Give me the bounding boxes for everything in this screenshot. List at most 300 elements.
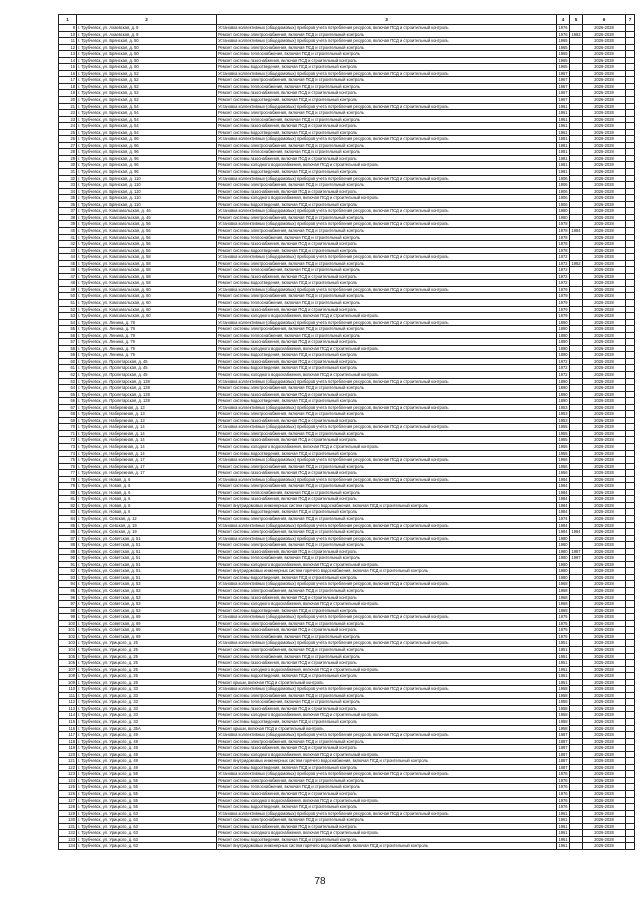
repair-program-table — [58, 14, 635, 850]
planned-period: 2026-2028 — [583, 142, 626, 149]
row-number: 25 — [59, 129, 77, 136]
row-number: 93 — [59, 574, 77, 581]
work-type: Установка коллективных (общедомовых) приборов учета потребления ресурсов, включая ПСД и строительный контроль — [217, 286, 557, 293]
build-year: 1965 — [558, 44, 568, 50]
planned-period: 2026-2028 — [583, 51, 626, 58]
house-address: г. Трубчевск, ул. Пролетарская, д. 45 — [77, 365, 217, 372]
build-year: 1981 — [558, 136, 568, 142]
work-type: Ремонт внутридомовых инженерных систем горячего водоснабжения, включая ПСД и строительный контроль — [217, 502, 557, 509]
house-address: г. Трубчевск, ул. Советская, д. 51 — [77, 535, 217, 542]
build-year: 1955 — [558, 437, 568, 443]
work-type: Ремонт системы газоснабжения, включая ПСД и строительный контроль — [217, 90, 557, 97]
build-year: 1972 — [558, 267, 568, 273]
work-type: Установка коллективных (общедомовых) приборов учета потребления ресурсов, включая ПСД и строительный контроль — [217, 254, 557, 261]
work-type: Ремонт системы электроснабжения, включая ПСД и строительный контроль — [217, 692, 557, 699]
build-year: 1951 — [558, 666, 568, 672]
house-address: г. Трубчевск, ул. Урицкого, д. 25 — [77, 653, 217, 660]
row-number: 50 — [59, 293, 77, 300]
planned-period: 2026-2028 — [583, 574, 626, 581]
build-year: 1887 — [558, 764, 568, 770]
house-address: г. Трубчевск, ул. Советская, д. 53 — [77, 581, 217, 588]
row-number: 132 — [59, 830, 77, 837]
work-type: Ремонт крыши, включая ПСД и строительный контроль — [217, 725, 557, 732]
work-type: Ремонт системы электроснабжения, включая ПСД и строительный контроль — [217, 463, 557, 470]
build-year: 1972 — [558, 254, 568, 260]
planned-period: 2026-2028 — [583, 273, 626, 280]
col-header-address: 2 — [77, 15, 217, 25]
row-number: 53 — [59, 313, 77, 320]
planned-period: 2026-2028 — [583, 732, 626, 739]
row-number: 114 — [59, 712, 77, 719]
build-year: 1976 — [558, 31, 568, 37]
planned-period: 2026-2028 — [583, 784, 626, 791]
row-number: 10 — [59, 31, 77, 38]
row-number: 42 — [59, 241, 77, 248]
build-year: 1958 — [558, 725, 568, 731]
row-number: 14 — [59, 57, 77, 64]
row-number: 121 — [59, 758, 77, 765]
row-number: 78 — [59, 476, 77, 483]
row-number: 120 — [59, 751, 77, 758]
work-type: Ремонт системы холодного водоснабжения, включая ПСД и строительный контроль — [217, 195, 557, 202]
work-type: Ремонт крыши, включая ПСД и строительный контроль — [217, 679, 557, 686]
house-address: г. Трубчевск, ул. Брянская, д. 54 — [77, 116, 217, 123]
extra-cell — [626, 843, 635, 850]
house-address: г. Трубчевск, ул. Набережная, д. 14 — [77, 430, 217, 437]
build-year: 1961 — [558, 110, 568, 116]
planned-period: 2026-2028 — [583, 31, 626, 38]
house-address: г. Трубчевск, ул. Урицкого, д. 55 — [77, 790, 217, 797]
build-year: 1981 — [558, 142, 568, 148]
house-address: г. Трубчевск, ул. Комсомольская, д. 60 — [77, 313, 217, 320]
house-address: г. Трубчевск, ул. Новая, д. 6 — [77, 502, 217, 509]
planned-period: 2026-2028 — [583, 378, 626, 385]
planned-period: 2026-2028 — [583, 457, 626, 464]
planned-period: 2026-2028 — [583, 653, 626, 660]
work-type: Ремонт системы газоснабжения, включая ПСД и строительный контроль — [217, 339, 557, 346]
planned-period: 2026-2028 — [583, 286, 626, 293]
house-address: г. Трубчевск, ул. Урицкого, д. 25 — [77, 666, 217, 673]
planned-period: 2026-2028 — [583, 692, 626, 699]
house-address: г. Трубчевск, ул. Набережная, д. 17 — [77, 470, 217, 477]
row-number: 88 — [59, 542, 77, 549]
row-number: 96 — [59, 594, 77, 601]
build-year: 1984 — [558, 489, 568, 495]
build-year: 1967 — [558, 90, 568, 96]
build-year: 1975 — [558, 620, 568, 626]
build-year: 1979 — [558, 306, 568, 312]
work-type: Ремонт системы водоотведения, включая ПСД и строительный контроль — [217, 607, 557, 614]
planned-period: 2026-2028 — [583, 234, 626, 241]
page-number: 78 — [314, 876, 326, 887]
table-row — [59, 843, 635, 850]
work-type: Ремонт системы электроснабжения, включая ПСД и строительный контроль — [217, 142, 557, 149]
planned-period: 2026-2028 — [583, 182, 626, 189]
house-address: г. Трубчевск, ул. Новая, д. 6 — [77, 509, 217, 516]
planned-period: 2026-2028 — [583, 313, 626, 320]
row-number: 62 — [59, 371, 77, 378]
planned-period: 2026-2028 — [583, 57, 626, 64]
work-type: Ремонт системы водоотведения, включая ПСД и строительный контроль — [217, 836, 557, 843]
house-address: г. Трубчевск, ул. Брянская, д. 110 — [77, 188, 217, 195]
house-address: г. Трубчевск, ул. Урицкого, д. 49 — [77, 758, 217, 765]
build-year: 1978 — [558, 221, 568, 227]
planned-period: 2026-2028 — [583, 673, 626, 680]
row-number: 70 — [59, 424, 77, 431]
planned-period: 2026-2028 — [583, 738, 626, 745]
planned-period: 2026-2028 — [583, 555, 626, 562]
row-number: 32 — [59, 175, 77, 182]
house-address: г. Трубчевск, ул. Комсомольская, д. 46 — [77, 208, 217, 215]
planned-period: 2026-2028 — [583, 705, 626, 712]
work-type: Ремонт системы теплоснабжения, включая ПСД и строительный контроль — [217, 784, 557, 791]
house-address: г. Трубчевск, ул. Урицкого, д. 63 — [77, 836, 217, 843]
build-year: 1976 — [558, 790, 568, 796]
build-year: 1890 — [558, 352, 568, 358]
planned-period: 2026-2028 — [583, 385, 626, 392]
work-type: Ремонт системы электроснабжения, включая ПСД и строительный контроль — [217, 110, 557, 117]
row-number: 81 — [59, 496, 77, 503]
row-number: 85 — [59, 522, 77, 529]
work-type: Ремонт системы водоотведения, включая ПСД и строительный контроль — [217, 129, 557, 136]
planned-period: 2026-2028 — [583, 581, 626, 588]
build-year: 1961 — [558, 817, 568, 823]
build-year: 1890 — [558, 332, 568, 338]
planned-period: 2026-2028 — [583, 280, 626, 287]
work-type: Ремонт системы водоотведения, включая ПСД и строительный контроль — [217, 718, 557, 725]
work-type: Установка коллективных (общедомовых) приборов учета потребления ресурсов, включая ПСД и строительный контроль — [217, 810, 557, 817]
planned-period: 2026-2028 — [583, 116, 626, 123]
planned-period: 2026-2028 — [583, 823, 626, 830]
work-type: Ремонт системы водоотведения, включая ПСД и строительный контроль — [217, 201, 557, 208]
planned-period: 2026-2028 — [583, 836, 626, 843]
house-address: г. Трубчевск, ул. Урицкого, д. 55 — [77, 797, 217, 804]
house-address: г. Трубчевск, ул. Советская, д. 51 — [77, 574, 217, 581]
planned-period: 2026-2028 — [583, 516, 626, 523]
house-address: г. Трубчевск, ул. Новая, д. 6 — [77, 476, 217, 483]
house-address: г. Трубчевск, ул. Комсомольская, д. 60 — [77, 286, 217, 293]
house-address: г. Трубчевск, ул. Пролетарская, д. 45 — [77, 358, 217, 365]
planned-period: 2026-2028 — [583, 103, 626, 110]
planned-period: 2026-2028 — [583, 404, 626, 411]
repair-year — [570, 843, 583, 850]
build-year: 1984 — [558, 529, 568, 535]
work-type: Ремонт системы водоотведения, включая ПСД и строительный контроль — [217, 97, 557, 104]
planned-period: 2026-2028 — [583, 391, 626, 398]
row-number: 59 — [59, 352, 77, 359]
row-number: 63 — [59, 378, 77, 385]
work-type: Ремонт системы холодного водоснабжения, включая ПСД и строительный контроль — [217, 830, 557, 837]
row-number: 84 — [59, 516, 77, 523]
row-number: 90 — [59, 555, 77, 562]
build-year: 1890 — [558, 385, 568, 391]
house-address: г. Трубчевск, ул. Новая, д. 6 — [77, 496, 217, 503]
build-year: 1890 — [558, 339, 568, 345]
house-address: г. Трубчевск, ул. Комсомольская, д. 58 — [77, 254, 217, 261]
row-number: 27 — [59, 142, 77, 149]
planned-period: 2026-2028 — [583, 267, 626, 274]
build-year: 1978 — [558, 247, 568, 253]
house-address: г. Трубчевск, ул. Набережная, д. 14 — [77, 444, 217, 451]
build-year: 1979 — [558, 299, 568, 305]
house-address: г. Трубчевск, ул. Брянская, д. 54 — [77, 123, 217, 130]
work-type: Ремонт системы водоотведения, включая ПСД и строительный контроль — [217, 450, 557, 457]
work-type: Ремонт системы газоснабжения, включая ПСД и строительный контроль — [217, 790, 557, 797]
planned-period: 2026-2028 — [583, 745, 626, 752]
build-year: 1951 — [558, 660, 568, 666]
row-number: 61 — [59, 365, 77, 372]
build-year: 1980 — [558, 542, 568, 548]
planned-period: 2026-2028 — [583, 810, 626, 817]
build-year: 1980 — [558, 555, 568, 561]
work-type: Установка коллективных (общедомовых) приборов учета потребления ресурсов, включая ПСД и строительный контроль — [217, 614, 557, 621]
planned-period: 2026-2028 — [583, 129, 626, 136]
planned-period: 2026-2028 — [583, 470, 626, 477]
house-address: г. Трубчевск, ул. Брянская, д. 96 — [77, 149, 217, 156]
work-type: Ремонт системы электроснабжения, включая ПСД и строительный контроль — [217, 293, 557, 300]
house-address: г. Трубчевск, ул. Комсомольская, д. 46 — [77, 214, 217, 221]
house-address: г. Трубчевск, ул. Советская, д. 51 — [77, 568, 217, 575]
planned-period: 2026-2028 — [583, 509, 626, 516]
work-type: Ремонт системы водоотведения, включая ПСД и строительный контроль — [217, 673, 557, 680]
work-type: Ремонт системы водоотведения, включая ПСД и строительный контроль — [217, 64, 557, 71]
planned-period: 2026-2028 — [583, 155, 626, 162]
house-address: г. Трубчевск, ул. Комсомольская, д. 56 — [77, 234, 217, 241]
build-year: 1906 — [558, 175, 568, 181]
planned-period: 2026-2028 — [583, 830, 626, 837]
row-number: 19 — [59, 90, 77, 97]
house-address: г. Трубчевск, ул. Комсомольская, д. 58 — [77, 280, 217, 287]
planned-period: 2026-2028 — [583, 561, 626, 568]
build-year: 1955 — [558, 424, 568, 430]
row-number: 89 — [59, 548, 77, 555]
row-number: 97 — [59, 601, 77, 608]
row-number: 47 — [59, 273, 77, 280]
house-address: г. Трубчевск, ул. Урицкого, д. 33 — [77, 705, 217, 712]
planned-period: 2026-2028 — [583, 797, 626, 804]
row-number: 103 — [59, 640, 77, 647]
build-year: 1984 — [558, 483, 568, 489]
build-year: 1975 — [558, 614, 568, 620]
row-number: 86 — [59, 529, 77, 536]
planned-period: 2026-2028 — [583, 195, 626, 202]
house-address: г. Трубчевск, ул. Брянская, д. 52 — [77, 90, 217, 97]
work-type: Установка коллективных (общедомовых) приборов учета потребления ресурсов, включая ПСД и строительный контроль — [217, 208, 557, 215]
build-year: 1887 — [558, 738, 568, 744]
work-type: Ремонт системы электроснабжения, включая ПСД и строительный контроль — [217, 326, 557, 333]
house-address: г. Трубчевск, ул. Советская, д. 69 — [77, 633, 217, 640]
house-address: г. Трубчевск, ул. Урицкого, д. 49 — [77, 745, 217, 752]
work-type: Ремонт системы электроснабжения, включая ПСД и строительный контроль — [217, 588, 557, 595]
house-address: г. Трубчевск, ул. Комсомольская, д. 60 — [77, 299, 217, 306]
build-year: 1975 — [558, 627, 568, 633]
row-number: 30 — [59, 162, 77, 169]
planned-period: 2026-2028 — [583, 529, 626, 536]
planned-period: 2026-2028 — [583, 136, 626, 143]
work-type: Ремонт системы газоснабжения, включая ПСД и строительный контроль — [217, 57, 557, 64]
house-address: г. Трубчевск, ул. Набережная, д. 17 — [77, 463, 217, 470]
house-address: г. Трубчевск, ул. Урицкого, д. 25 — [77, 679, 217, 686]
planned-period: 2026-2028 — [583, 522, 626, 529]
house-address: г. Трубчевск, ул. Брянская, д. 54 — [77, 110, 217, 117]
work-type: Ремонт системы теплоснабжения, включая ПСД и строительный контроль — [217, 699, 557, 706]
house-address: г. Трубчевск, ул. Урицкого, д. 49 — [77, 764, 217, 771]
row-number: 15 — [59, 64, 77, 71]
build-year: 1961 — [558, 116, 568, 122]
planned-period: 2026-2028 — [583, 358, 626, 365]
row-number: 51 — [59, 299, 77, 306]
col-header-work-type: 3 — [217, 15, 557, 25]
build-year: 1974 — [558, 516, 568, 522]
row-number: 21 — [59, 103, 77, 110]
planned-period: 2026-2028 — [583, 319, 626, 326]
row-number: 23 — [59, 116, 77, 123]
build-year: 1955 — [558, 444, 568, 449]
build-year: 1978 — [558, 234, 568, 240]
work-type: Установка коллективных (общедомовых) приборов учета потребления ресурсов, включая ПСД и строительный контроль — [217, 378, 557, 385]
planned-period: 2026-2028 — [583, 44, 626, 51]
build-year: 1961 — [558, 830, 568, 836]
house-address: г. Трубчевск, ул. Брянская, д. 110 — [77, 182, 217, 189]
house-address: г. Трубчевск, ул. Пролетарская, д. 138 — [77, 378, 217, 385]
planned-period: 2026-2028 — [583, 83, 626, 90]
row-number: 128 — [59, 804, 77, 811]
row-number: 58 — [59, 345, 77, 352]
house-address: г. Трубчевск, ул. Урицкого, д. 55 — [77, 804, 217, 811]
planned-period: 2026-2028 — [583, 679, 626, 686]
row-number: 104 — [59, 646, 77, 653]
work-type: Установка коллективных (общедомовых) приборов учета потребления ресурсов, включая ПСД и строительный контроль — [217, 522, 557, 529]
planned-period: 2026-2028 — [583, 97, 626, 104]
planned-period: 2026-2028 — [583, 588, 626, 595]
house-address: г. Трубчевск, ул. Комсомольская, д. 60 — [77, 306, 217, 313]
work-type: Ремонт системы холодного водоснабжения, включая ПСД и строительный контроль — [217, 371, 557, 378]
build-year: 1976 — [558, 804, 568, 810]
house-address: г. Трубчевск, ул. Пролетарская, д. 138 — [77, 398, 217, 405]
row-number: 91 — [59, 561, 77, 568]
house-address: г. Трубчевск, ул. Урицкого, д. 33 — [77, 699, 217, 706]
build-year: 1965 — [558, 51, 568, 57]
row-number: 43 — [59, 247, 77, 254]
house-address: г. Трубчевск, ул. Советская, д. 69 — [77, 627, 217, 634]
row-number: 38 — [59, 214, 77, 221]
planned-period: 2026-2028 — [583, 777, 626, 784]
planned-period: 2026-2028 — [583, 162, 626, 169]
planned-period: 2026-2028 — [583, 594, 626, 601]
col-header-number: 1 — [59, 15, 77, 25]
planned-period: 2026-2028 — [583, 365, 626, 372]
planned-period: 2026-2028 — [583, 77, 626, 84]
build-year: 1976 — [558, 777, 568, 783]
row-number: 134 — [59, 843, 77, 850]
build-year: 1887 — [558, 732, 568, 738]
house-address: г. Трубчевск, ул. Урицкого, д. 49 — [77, 751, 217, 758]
house-address: г. Трубчевск, ул. Брянская, д. 96 — [77, 169, 217, 176]
planned-period: 2026-2028 — [583, 306, 626, 313]
house-address: г. Трубчевск, ул. Ахаевская, д. 9 — [77, 25, 217, 32]
build-year: 1961 — [558, 103, 568, 109]
house-address: г. Трубчевск, ул. Комсомольская, д. 56 — [77, 247, 217, 254]
work-type: Ремонт системы электроснабжения, включая ПСД и строительный контроль — [217, 529, 557, 536]
row-number: 112 — [59, 699, 77, 706]
planned-period: 2026-2028 — [583, 699, 626, 706]
row-number: 60 — [59, 358, 77, 365]
build-year: 1980 — [558, 574, 568, 580]
house-address: г. Трубчевск, ул. Ленина, д. 79 — [77, 339, 217, 346]
build-year: 1980 — [558, 548, 568, 554]
planned-period: 2026-2028 — [583, 764, 626, 771]
planned-period: 2026-2028 — [583, 64, 626, 71]
planned-period: 2026-2028 — [583, 254, 626, 261]
planned-period: 2026-2028 — [583, 751, 626, 758]
row-number: 64 — [59, 385, 77, 392]
work-type: Установка коллективных (общедомовых) приборов учета потребления ресурсов, включая ПСД и строительный контроль — [217, 686, 557, 693]
house-address: г. Трубчевск, ул. Урицкого, д. 55 — [77, 784, 217, 791]
work-type: Ремонт системы газоснабжения, включая ПСД и строительный контроль — [217, 627, 557, 634]
house-address: г. Трубчевск, ул. Комсомольская, д. 58 — [77, 273, 217, 280]
house-address: г. Трубчевск, ул. Урицкого, д. 63 — [77, 817, 217, 824]
work-type: Ремонт системы электроснабжения, включая ПСД и строительный контроль — [217, 77, 557, 84]
house-address: г. Трубчевск, ул. Урицкого, д. 63 — [77, 823, 217, 830]
row-number: 39 — [59, 221, 77, 228]
planned-period: 2026-2028 — [583, 496, 626, 503]
work-type: Ремонт системы электроснабжения, включая ПСД и строительный контроль — [217, 430, 557, 437]
work-type: Ремонт системы холодного водоснабжения, включая ПСД и строительный контроль — [217, 162, 557, 169]
row-number: 105 — [59, 653, 77, 660]
work-type: Установка коллективных (общедомовых) приборов учета потребления ресурсов, включая ПСД и строительный контроль — [217, 404, 557, 411]
house-address: г. Трубчевск, ул. Советская, д. 53 — [77, 588, 217, 595]
build-year: 1958 — [558, 699, 568, 705]
planned-period: 2026-2028 — [583, 299, 626, 306]
planned-period: 2026-2028 — [583, 502, 626, 509]
work-type: Ремонт системы газоснабжения, включая ПСД и строительный контроль — [217, 660, 557, 667]
row-number: 116 — [59, 725, 77, 732]
work-type: Ремонт системы теплоснабжения, включая ПСД и строительный контроль — [217, 116, 557, 123]
build-year: 1967 — [558, 77, 568, 83]
build-year: 1968 — [558, 594, 568, 600]
work-type: Ремонт системы холодного водоснабжения, включая ПСД и строительный контроль — [217, 666, 557, 673]
build-year: 1981 — [558, 155, 568, 161]
build-year: 1972 — [558, 371, 568, 377]
row-number: 24 — [59, 123, 77, 130]
work-type: Ремонт системы газоснабжения, включая ПСД и строительный контроль — [217, 496, 557, 503]
planned-period: 2026-2028 — [583, 371, 626, 378]
house-address: г. Трубчевск, ул. Комсомольская, д. 58 — [77, 260, 217, 267]
row-number: 133 — [59, 836, 77, 843]
build-year: 1979 — [558, 286, 568, 292]
planned-period: 2026-2028 — [583, 718, 626, 725]
planned-period: 2026-2028 — [583, 123, 626, 130]
work-type: Ремонт системы газоснабжения, включая ПСД и строительный контроль — [217, 745, 557, 752]
row-number: 129 — [59, 810, 77, 817]
house-address: г. Трубчевск, ул. Пролетарская, д. 138 — [77, 385, 217, 392]
house-address: г. Трубчевск, ул. Урицкого, д. 33 — [77, 686, 217, 693]
work-type: Установка коллективных (общедомовых) приборов учета потребления ресурсов, включая ПСД и строительный контроль — [217, 476, 557, 483]
build-year: 1968 — [558, 581, 568, 587]
work-type: Ремонт системы холодного водоснабжения, включая ПСД и строительный контроль — [217, 345, 557, 352]
row-number: 127 — [59, 797, 77, 804]
row-number: 102 — [59, 633, 77, 640]
row-number: 57 — [59, 339, 77, 346]
work-type: Ремонт системы газоснабжения, включая ПСД и строительный контроль — [217, 594, 557, 601]
build-year: 1890 — [558, 345, 568, 351]
col-header-period: 6 — [583, 15, 626, 25]
row-number: 79 — [59, 483, 77, 490]
work-type: Установка коллективных (общедомовых) приборов учета потребления ресурсов, включая ПСД и строительный контроль — [217, 25, 557, 32]
row-number: 75 — [59, 457, 77, 464]
row-number: 69 — [59, 417, 77, 424]
planned-period: 2026-2028 — [583, 332, 626, 339]
